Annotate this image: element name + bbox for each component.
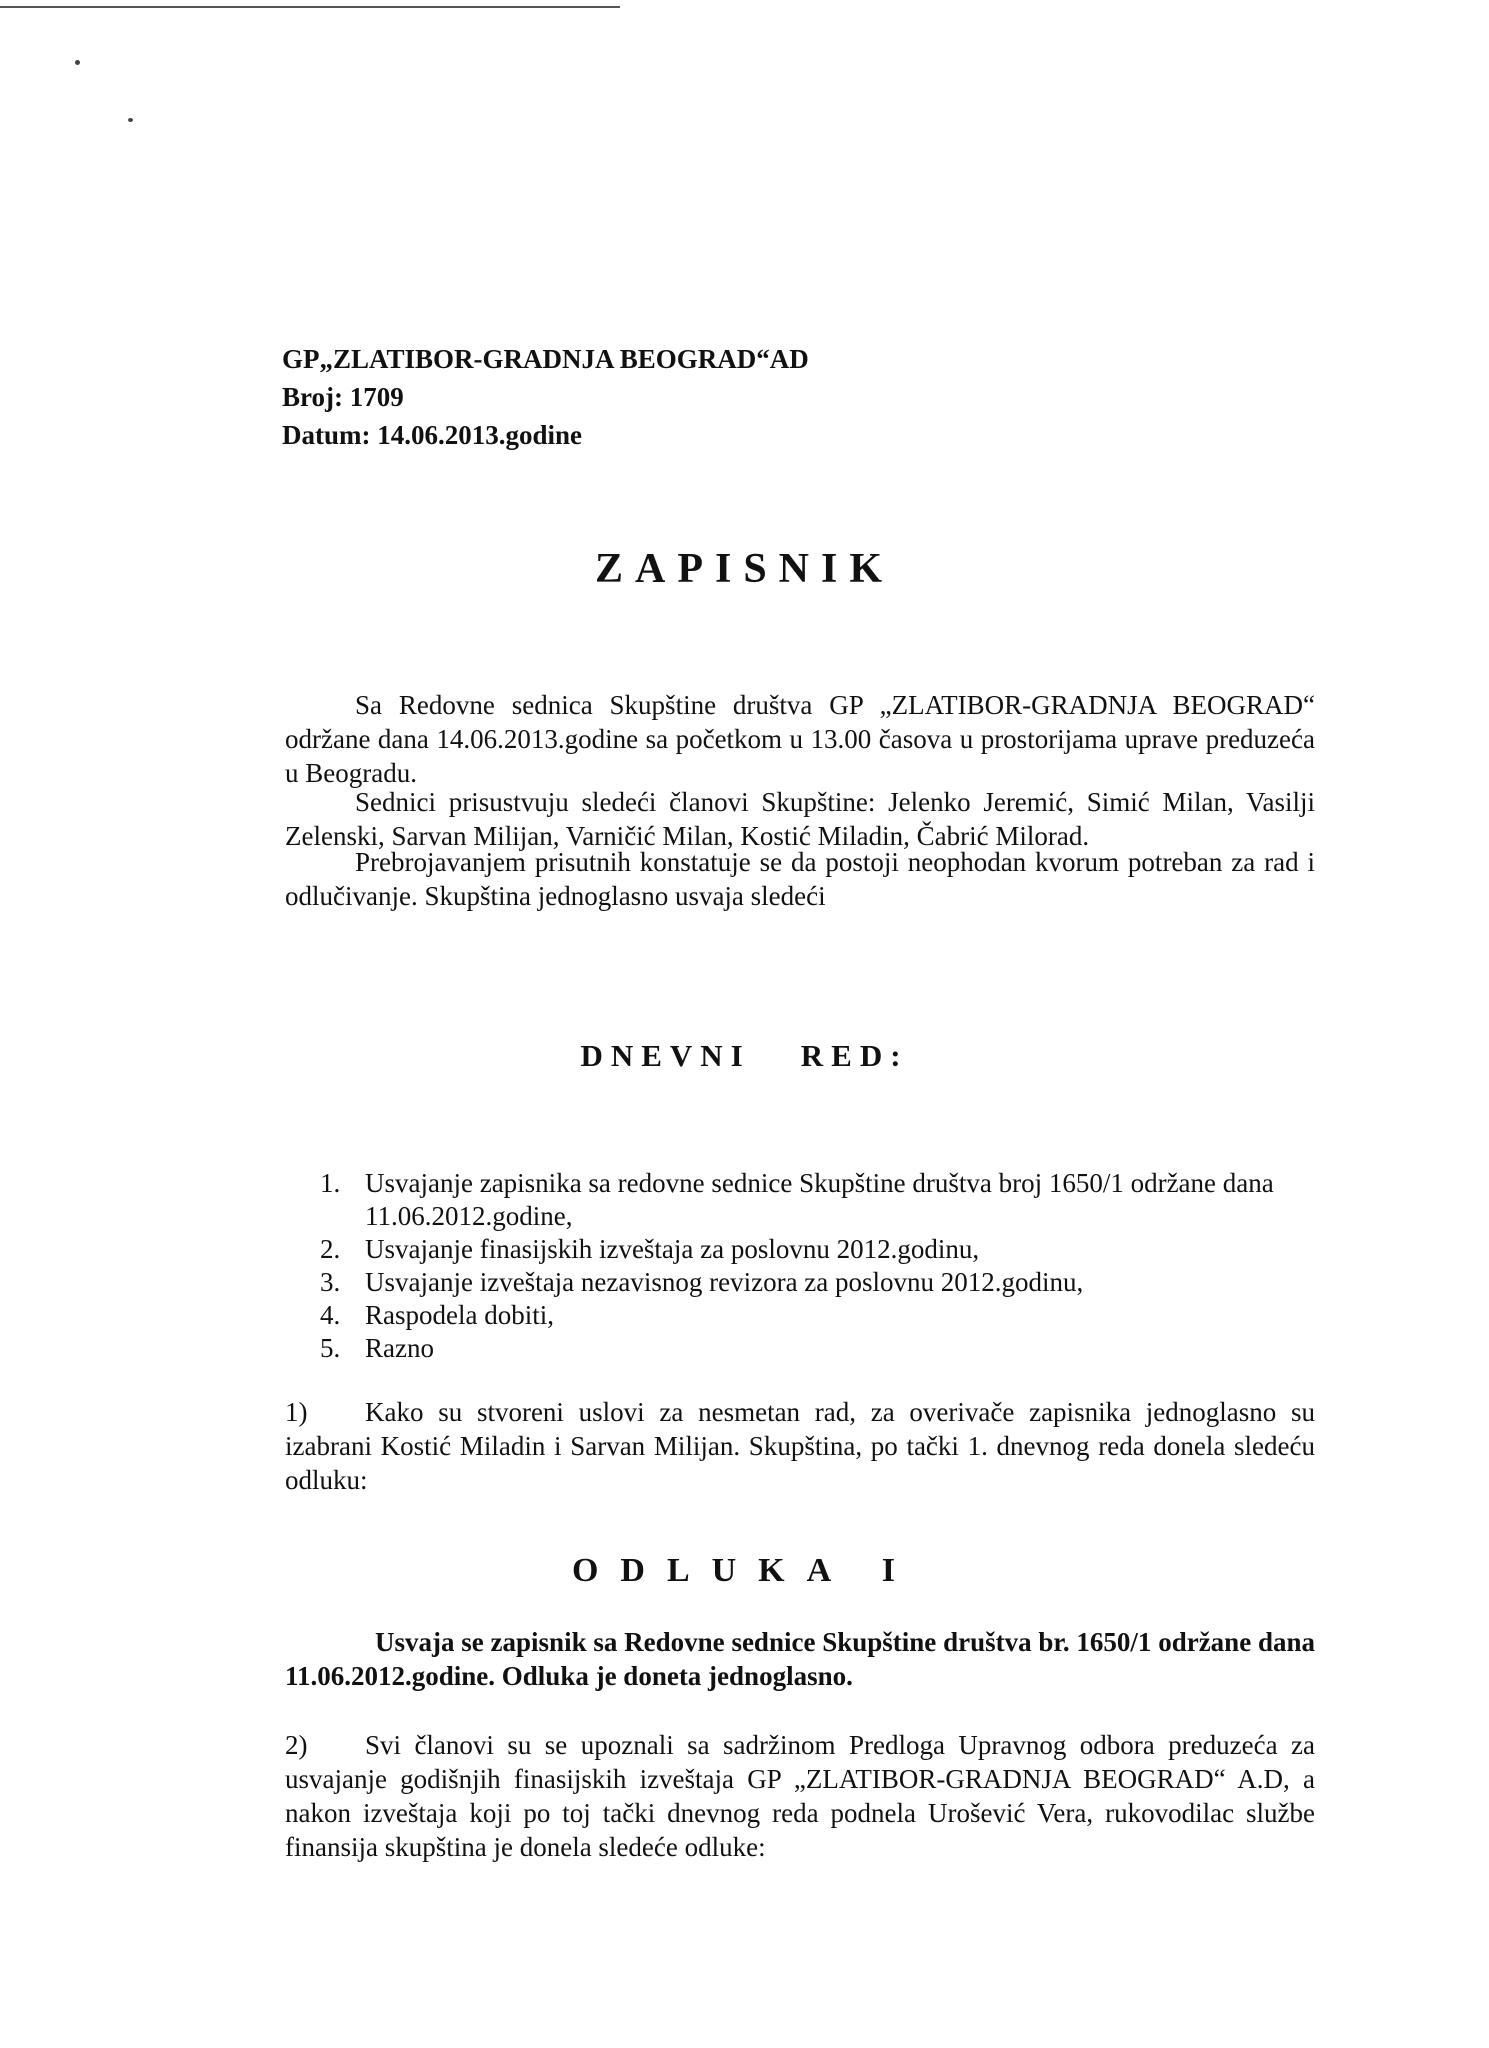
agenda-item-number: 4. bbox=[320, 1300, 341, 1330]
agenda-item-text: Razno bbox=[365, 1333, 434, 1363]
agenda-item bbox=[320, 1167, 1315, 1233]
intro-text-3: Prebrojavanjem prisutnih konstatuje se da postoji neophodan kvorum potreban za rad i odlučivanje. Skupština jednoglasno usvaja sledeći bbox=[285, 847, 1315, 911]
item-1-marker: 1) bbox=[285, 1397, 308, 1427]
item-2-marker: 2) bbox=[285, 1730, 308, 1760]
intro-text-2: Sednici prisustvuju sledeći članovi Skupštine: Jelenko Jeremić, Simić Milan, Vasilji Zelenski, Sarvan Milijan, Varničić Milan, Kostić Miladin, Čabrić Milorad. bbox=[285, 787, 1315, 851]
decision-title: ODLUKA I bbox=[571, 1552, 918, 1589]
agenda-item-text: Usvajanje zapisnika sa redovne sednice Skupštine društva broj 1650/1 održane dana 11.06.2012.godine, bbox=[365, 1168, 1274, 1231]
agenda-item-text: Raspodela dobiti, bbox=[365, 1300, 554, 1330]
intro-paragraph-3 bbox=[285, 845, 1315, 913]
agenda-heading-word-1: DNEVNI bbox=[580, 1038, 751, 1073]
intro-paragraph-1 bbox=[285, 688, 1315, 790]
agenda-item bbox=[320, 1332, 1315, 1365]
document-header bbox=[282, 340, 809, 454]
agenda-item bbox=[320, 1266, 1315, 1299]
document-date: Datum: 14.06.2013.godine bbox=[282, 420, 583, 450]
item-2-paragraph bbox=[285, 1728, 1315, 1864]
decision-paragraph bbox=[285, 1625, 1315, 1693]
item-1-paragraph bbox=[285, 1395, 1315, 1497]
agenda-item-text: Usvajanje izveštaja nezavisnog revizora za poslovnu 2012.godinu, bbox=[365, 1267, 1084, 1297]
agenda-item bbox=[320, 1233, 1315, 1266]
agenda-item-text: Usvajanje finasijskih izveštaja za poslovnu 2012.godinu, bbox=[365, 1234, 980, 1264]
agenda-item-number: 5. bbox=[320, 1333, 341, 1363]
agenda-list bbox=[320, 1167, 1315, 1365]
agenda-item bbox=[320, 1299, 1315, 1332]
intro-paragraph-2 bbox=[285, 785, 1315, 853]
agenda-heading bbox=[0, 1038, 1489, 1074]
agenda-item-number: 1. bbox=[320, 1168, 341, 1198]
company-name: GP„ZLATIBOR-GRADNJA BEOGRAD“AD bbox=[282, 344, 809, 374]
intro-text-1: Sa Redovne sednica Skupštine društva GP „ZLATIBOR-GRADNJA BEOGRAD“ održane dana 14.06.2013.godine sa početkom u 13.00 časova u prostorijama uprave preduzeća u Beogradu. bbox=[285, 690, 1315, 788]
agenda-item-number: 3. bbox=[320, 1267, 341, 1297]
decision-text: Usvaja se zapisnik sa Redovne sednice Skupštine društva br. 1650/1 održane dana 11.06.2012.godine. Odluka je doneta jednoglasno. bbox=[285, 1627, 1315, 1691]
document-title: ZAPISNIK bbox=[594, 546, 895, 592]
agenda-heading-word-2: RED: bbox=[800, 1038, 909, 1073]
agenda-item-number: 2. bbox=[320, 1234, 341, 1264]
item-2-text: Svi članovi su se upoznali sa sadržinom Predloga Upravnog odbora preduzeća za usvajanje godišnjih finasijskih izveštaja GP „ZLATIBOR-GRADNJA BEOGRAD“ A.D, a nakon izveštaja koji po toj tački dnevnog reda podnela Urošević Vera, rukovodilac službe finansija skupština je donela sledeće odluke: bbox=[285, 1730, 1315, 1862]
document-number: Broj: 1709 bbox=[282, 382, 404, 412]
item-1-text: Kako su stvoreni uslovi za nesmetan rad, za overivače zapisnika jednoglasno su izabrani Kostić Miladin i Sarvan Milijan. Skupština, po tački 1. dnevnog reda donela sledeću odluku: bbox=[285, 1397, 1315, 1495]
